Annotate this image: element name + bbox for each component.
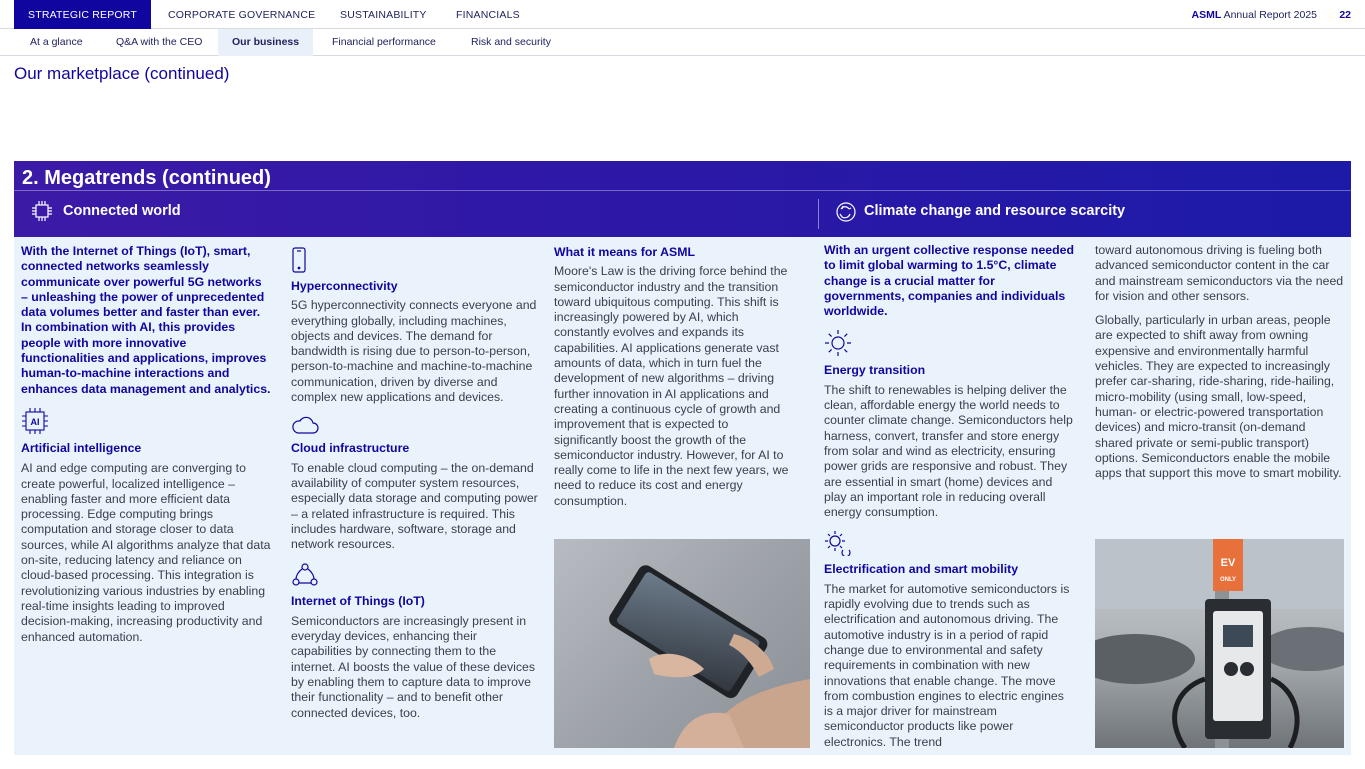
ai-chip-icon: [21, 407, 49, 435]
cloud-body: To enable cloud computing – the on-demand availability of computer system resources, especially data storage and computing power – a related infrastructure is required. This includes hardware, software, storage and network resources.: [291, 460, 538, 552]
sun-icon: [824, 329, 852, 357]
page-title: Our marketplace (continued): [14, 64, 230, 83]
asml-title: What it means for ASML: [554, 245, 695, 259]
panel-header: [14, 161, 1351, 237]
hyper-body: 5G hyperconnectivity connects everyone and everything globally, including machines, objects and devices. The demand for bandwidth is rising due to person-to-person, person-to-machine and machine-to-machine communication, driven by diverse and complex new applications and devices.: [291, 298, 537, 405]
cloud-icon: [291, 415, 319, 435]
energy-body: The shift to renewables is helping deliver the clean, affordable energy the world needs to counter climate change. Semiconductors help harness, convert, transfer and store energy from solar and wind as electricity, ensuring power grids are responsive and robust. They are essential in smart (home) devices and play an important role in reducing overall energy consumption.: [824, 382, 1073, 520]
tab-strategic-report[interactable]: STRATEGIC REPORT: [14, 0, 151, 29]
subnav-qa-ceo[interactable]: Q&A with the CEO: [116, 36, 203, 48]
hand-with-phone-image: [554, 539, 810, 748]
ev-charging-station-image: [1095, 539, 1344, 748]
connected-lead: With the Internet of Things (IoT), smart, connected networks seamlessly communicate over powerful 5G networks – unleashing the power of unprecedented data volumes better and faster than ever. In combination with AI, this provides people with more innovative functionalities and applications, improves human-to-machine interactions and enhances data management and analytics.: [21, 244, 271, 396]
subnav-risk-security[interactable]: Risk and security: [471, 36, 551, 48]
ai-title: Artificial intelligence: [21, 440, 142, 455]
top-navigation: [0, 0, 1365, 29]
smartphone-icon: [291, 247, 307, 273]
report-name: Annual Report 2025: [1223, 9, 1317, 21]
tab-corporate-governance[interactable]: CORPORATE GOVERNANCE: [168, 9, 316, 21]
recycle-globe-icon: [834, 200, 858, 224]
column-4: [824, 243, 1074, 750]
subnav-financial-performance[interactable]: Financial performance: [332, 36, 436, 48]
network-nodes-icon: [291, 562, 319, 588]
climate-lead: With an urgent collective response needed to limit global warming to 1.5°C, climate change is a crucial matter for governments, companies and individuals worldwide.: [824, 243, 1074, 319]
smartphone-photo: [554, 539, 810, 748]
column-5: [1095, 243, 1345, 481]
tab-financials[interactable]: FINANCIALS: [456, 9, 520, 21]
column-3: [554, 243, 792, 509]
cloud-title: Cloud infrastructure: [291, 441, 410, 456]
report-title: [1192, 0, 1318, 31]
subnav-at-a-glance[interactable]: At a glance: [30, 36, 83, 48]
sub-navigation: [0, 29, 1365, 56]
ev-charger-photo: [1095, 539, 1344, 748]
ev-sign-subtext: ONLY: [1219, 577, 1237, 583]
asml-body: Moore's Law is the driving force behind the semiconductor industry and the transition toward ubiquitous computing. This shift is increasingly powered by AI, which constantly evolves and expands its capabilities. AI applications generate vast amounts of data, which in turn fuel the development of new algorithms – driving further innovation in AI applications and creating a continuous cycle of growth and improvement that is expected to significantly boost the growth of the semiconductor industry. However, for AI to really come to life in the next few years, we need to reduce its cost and energy consumption.: [554, 264, 789, 508]
section-divider: [818, 199, 819, 229]
mobility-title: Electrification and smart mobility: [824, 562, 1019, 577]
sun-mobility-icon: [824, 530, 852, 556]
section-connected-world: [31, 203, 181, 219]
mobility-cont-1: toward autonomous driving is fueling both advanced semiconductor content in the car and mainstream semiconductors via the need for vision and other sensors.: [1095, 243, 1344, 303]
iot-body: Semiconductors are increasingly present in everyday devices, enhancing their capabilities by connecting them to the internet. AI boosts the value of these devices by enabling them to capture data to improve their functionality – and to benefit other connected devices, too.: [291, 613, 536, 720]
section-title-climate: Climate change and resource scarcity: [864, 203, 1126, 219]
ai-body: AI and edge computing are converging to create powerful, localized intelligence – enabling faster and more efficient data processing. Edge computing brings computation and storage closer to data sources, while AI algorithms analyze that data on-site, reducing latency and reliance on cloud-based processing. This integration is revolutionizing various industries by enabling real-time insights leading to improved decision-making, increasing productivity and enhanced automation.: [21, 461, 271, 644]
panel-title: 2. Megatrends (continued): [22, 167, 271, 189]
energy-title: Energy transition: [824, 363, 926, 378]
chip-icon: [31, 200, 53, 222]
section-climate-change: [834, 203, 1125, 219]
header-divider: [14, 190, 1351, 191]
brand-name: ASML: [1191, 9, 1222, 21]
section-title-connected: Connected world: [63, 203, 181, 219]
subnav-our-business[interactable]: Our business: [218, 29, 313, 56]
column-1: [21, 244, 271, 645]
mobility-body: The market for automotive semiconductors is rapidly evolving due to trends such as electrification and autonomous driving. The automotive industry is in a period of rapid change due to environmental and safety requirements in combination with new innovations that enable change. The move from combustion engines to electric engines is a major driver for mainstream semiconductor products like power electronics. The trend: [824, 581, 1070, 749]
mobility-cont-2: Globally, particularly in urban areas, people are expected to shift away from owning expensive and environmentally harmful vehicles. They are expected to increasingly prefer car-sharing, ride-sharing, ride-hailing, micro-mobility (using small, low-speed, human- or electric-powered transportation devices) and micro-transit (on-demand shared private or semi-public transport) options. Semiconductors enable the mobile apps that support this move to smart mobility.: [1095, 313, 1342, 481]
ev-sign-text: EV: [1220, 557, 1236, 569]
column-2: [291, 247, 539, 721]
ai-badge-text: AI: [30, 416, 40, 427]
iot-title: Internet of Things (IoT): [291, 594, 425, 609]
page-number: 22: [1339, 9, 1351, 21]
tab-sustainability[interactable]: SUSTAINABILITY: [340, 9, 427, 21]
hyper-title: Hyperconnectivity: [291, 279, 398, 293]
megatrends-panel: [14, 161, 1351, 755]
